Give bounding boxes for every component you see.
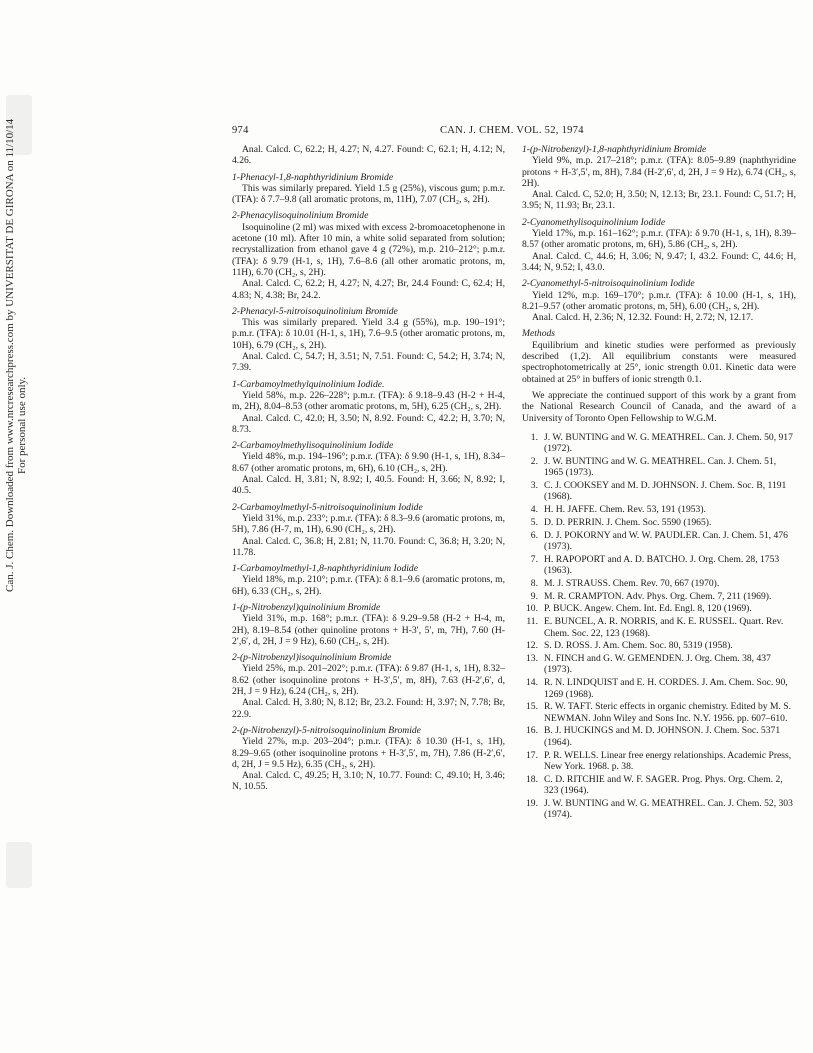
reference-number: 13. [526, 653, 538, 665]
section [522, 390, 796, 424]
section-title: 1-(p-Nitrobenzyl)-1,8-naphthyridinium Bromide [522, 144, 707, 155]
paragraph: Equilibrium and kinetic studies were performed as previously described (1,2). All equilibrium constants were measured spectrophotometrically at 25°, ionic strength 0.01. Kinetic data were obtained at 25° in buffers of ionic strength 0.1. [522, 339, 796, 385]
paragraph: Anal. Calcd. C, 62.2; H, 4.27; N, 4.27. Found: C, 62.1; H, 4.12; N, 4.26. [232, 144, 505, 167]
paragraph: This was similarly prepared. Yield 1.5 g (25%), viscous gum; p.m.r. (TFA): δ 7.7–9.8 (all aromatic protons, m, 11H), 7.07 (CH₂, s, 2H). [232, 182, 505, 206]
paragraph: Anal. Calcd. H, 3.81; N, 8.92; I, 40.5. Found: H, 3.66; N, 8.92; I, 40.5. [232, 474, 505, 497]
section-title: 1-Carbamoylmethylquinolinium Iodide. [232, 378, 385, 390]
paragraph: We appreciate the continued support of this work by a grant from the National Research Council of Canada, and the award of a University of Toronto Open Fellowship to W.G.M. [522, 389, 796, 424]
reference-item [522, 517, 796, 528]
journal-running-head: CAN. J. CHEM. VOL. 52, 1974 [440, 125, 584, 136]
reference-text: N. FINCH and G. W. GEMENDEN. J. Org. Chem. 38, 437 (1973). [544, 653, 771, 676]
reference-item [522, 653, 796, 676]
section [232, 602, 505, 647]
reference-text: M. R. CRAMPTON. Adv. Phys. Org. Chem. 7, 211 (1969). [544, 590, 772, 602]
section-title: 2-(p-Nitrobenzyl)-5-nitroisoquinolinium Bromide [232, 724, 421, 736]
section-title: Methods [522, 328, 556, 340]
paragraph: Yield 31%, m.p. 168°; p.m.r. (TFA): δ 9.29–9.58 (H-2 + H-4, m, 2H), 8.19–8.54 (other quinoline protons + H-3′, 5′, m, 7H), 7.60 (H-2′,6′, d, 2H, J = 9 Hz), 6.60 (CH₂, s, 2H). [232, 613, 505, 647]
reference-text: S. D. ROSS. J. Am. Chem. Soc. 80, 5319 (1958). [544, 640, 733, 652]
section [232, 440, 505, 496]
section-title: 2-Cyanomethyl-5-nitroisoquinolinium Iodide [522, 278, 695, 290]
paragraph: Anal. Calcd. C, 52.0; H, 3.50; N, 12.13; Br, 23.1. Found: C, 51.7; H, 3.95; N, 11.93; Br, 23.1. [522, 189, 796, 212]
reference-item [522, 725, 796, 748]
reference-item [522, 504, 796, 515]
paragraph: Yield 17%, m.p. 161–162°; p.m.r. (TFA): δ 9.70 (H-1, s, 1H), 8.39–8.57 (other aromatic protons, m, 6H), 5.86 (CH₂, s, 2H). [522, 228, 796, 251]
reference-text: D. D. PERRIN. J. Chem. Soc. 5590 (1965). [544, 516, 712, 528]
left-column [232, 144, 505, 798]
reference-number: 1. [530, 431, 538, 443]
reference-text: R. W. TAFT. Steric effects in organic chemistry. Edited by M. S. NEWMAN. John Wiley and Sons Inc. N.Y. 1956. pp. 607–610. [544, 701, 792, 724]
reference-text: D. J. POKORNY and W. W. PAUDLER. Can. J. Chem. 51, 476 (1973). [544, 529, 788, 552]
reference-text: P. R. WELLS. Linear free energy relationships. Academic Press, New York. 1968. p. 38. [544, 749, 792, 772]
reference-item [522, 603, 796, 614]
reference-number: 17. [526, 749, 538, 761]
download-notice-margin [0, 0, 36, 1053]
paragraph: Anal. Calcd. C, 49.25; H, 3.10; N, 10.77. Found: C, 49.10; H, 3.46; N, 10.55. [232, 770, 505, 793]
reference-text: H. RAPOPORT and A. D. BATCHO. J. Org. Chem. 28, 1753 (1963). [544, 553, 780, 577]
paragraph: Yield 27%, m.p. 203–204°; p.m.r. (TFA): δ 10.30 (H-1, s, 1H), 8.29–9.65 (other isoquinoline protons + H-3′,5′, m, 7H), 7.86 (H-2′,6′, d, 2H, J = 9.5 Hz), 6.35 (CH₂, s, 2H). [232, 736, 505, 770]
reference-number: 10. [526, 603, 538, 615]
reference-item [522, 456, 796, 479]
section-title: 2-Phenacylisoquinolinium Bromide [232, 210, 369, 222]
section-title: 1-Phenacyl-1,8-naphthyridinium Bromide [232, 171, 394, 183]
reference-text: E. BUNCEL, A. R. NORRIS, and K. E. RUSSEL. Quart. Rev. Chem. Soc. 22, 123 (1968). [544, 616, 784, 639]
reference-item [522, 774, 796, 797]
paragraph: Yield 31%, m.p. 233°; p.m.r. (TFA): δ 8.3–9.6 (aromatic protons, m, 5H), 7.86 (H-7, m, 1H), 6.90 (CH₂, s, 2H). [232, 512, 505, 536]
section [232, 379, 505, 435]
download-notice-line-1: Can. J. Chem. Downloaded from www.nrcresearchpress.com by UNIVERSITAT DE GIRONA on 11/10/14 [4, 118, 16, 592]
reference-text: R. N. LINDQUIST and E. H. CORDES. J. Am. Chem. Soc. 90, 1269 (1968). [544, 677, 788, 700]
reference-text: C. D. RITCHIE and W. F. SAGER. Prog. Phys. Org. Chem. 2, 323 (1964). [544, 773, 783, 796]
reference-number: 3. [530, 480, 538, 492]
paragraph: Yield 25%, m.p. 201–202°; p.m.r. (TFA): δ 9.87 (H-1, s, 1H), 8.32–8.62 (other isoquinoline protons + H-3′,5′, m, 8H), 7.63 (H-2′,6′, d, 2H, J = 9 Hz), 6.24 (CH₂, s, 2H). [232, 663, 505, 698]
reference-number: 15. [526, 701, 538, 713]
section [522, 217, 796, 273]
section [232, 306, 505, 374]
paragraph: Anal. Calcd. C, 42.0; H, 3.50; N, 8.92. Found: C, 42.2; H, 3.70; N, 8.73. [232, 412, 505, 435]
right-column [522, 144, 796, 822]
reference-item [522, 701, 796, 724]
reference-item [522, 640, 796, 651]
reference-text: M. J. STRAUSS. Chem. Rev. 70, 667 (1970). [544, 577, 720, 589]
reference-item [522, 554, 796, 577]
section [232, 144, 505, 167]
scan-smudge [6, 842, 32, 888]
section [522, 278, 796, 323]
paragraph: Yield 12%, m.p. 169–170°; p.m.r. (TFA): δ 10.00 (H-1, s, 1H), 8.21–9.57 (other aromatic protons, m, 5H), 6.00 (CH₂, s, 2H). [522, 289, 796, 312]
reference-number: 14. [526, 677, 538, 689]
reference-text: C. J. COOKSEY and M. D. JOHNSON. J. Chem. Soc. B, 1191 (1968). [544, 480, 787, 503]
paragraph: Yield 58%, m.p. 226–228°; p.m.r. (TFA): δ 9.18–9.43 (H-2 + H-4, m, 2H), 8.04–8.53 (other aromatic protons, m, 5H), 6.25 (CH₂, s, 2H). [232, 389, 505, 413]
paragraph: Yield 18%, m.p. 210°; p.m.r. (TFA): δ 8.1–9.6 (aromatic protons, m, 6H), 6.33 (CH₂, s, 2H). [232, 574, 505, 597]
page-number: 974 [232, 125, 249, 136]
reference-text: J. W. BUNTING and W. G. MEATHREL. Can. J. Chem. 52, 303 (1974). [544, 797, 793, 821]
reference-item [522, 530, 796, 553]
reference-number: 11. [526, 616, 538, 628]
section-title: 2-Carbamoylmethyl-5-nitroisoquinolinium Iodide [232, 501, 423, 513]
paragraph: Anal. Calcd. C, 54.7; H, 3.51; N, 7.51. Found: C, 54.2; H, 3.74; N, 7.39. [232, 351, 505, 374]
paragraph: Anal. Calcd. C, 36.8; H, 2.81; N, 11.70. Found: C, 36.8; H, 3.20; N, 11.78. [232, 535, 505, 558]
section [232, 725, 505, 793]
reference-list [522, 432, 796, 821]
page-header [232, 125, 797, 139]
reference-number: 8. [530, 577, 538, 589]
section-title: 1-(p-Nitrobenzyl)quinolinium Bromide [232, 601, 381, 613]
section [232, 563, 505, 597]
reference-number: 19. [526, 797, 538, 809]
paragraph: Anal. Calcd. C, 44.6; H, 3.06; N, 9.47; I, 43.2. Found: C, 44.6; H, 3.44; N, 9.52; I, 43.0. [522, 250, 796, 273]
section [522, 328, 796, 384]
paragraph: Isoquinoline (2 ml) was mixed with excess 2-bromoacetophenone in acetone (10 ml). After 10 min, a white solid separated from solution; recrystallization from ethanol gave 4 g (72%), m.p. 210–212°; p.m.r. (TFA): δ 9.79 (H-1, s, 1H), 7.6–8.6 (all other aromatic protons, m, 11H), 6.70 (CH₂, s, 2H). [232, 221, 505, 278]
section-title: 2-Phenacyl-5-nitroisoquinolinium Bromide [232, 305, 398, 317]
reference-number: 2. [530, 455, 538, 467]
paragraph: Yield 48%, m.p. 194–196°; p.m.r. (TFA): δ 9.90 (H-1, s, 1H), 8.34–8.67 (other aromatic protons, m, 6H), 6.10 (CH₂, s, 2H). [232, 451, 505, 474]
reference-text: J. W. BUNTING and W. G. MEATHREL. Can. J. Chem. 50, 917 (1972). [544, 431, 793, 455]
reference-number: 4. [530, 504, 538, 516]
section-title: 2-Cyanomethylisoquinolinium Iodide [522, 216, 666, 228]
reference-item [522, 750, 796, 773]
reference-item [522, 578, 796, 589]
reference-number: 6. [530, 529, 538, 541]
reference-item [522, 480, 796, 503]
reference-text: B. J. HUCKINGS and M. D. JOHNSON. J. Chem. Soc. 5371 (1964). [544, 725, 781, 748]
reference-number: 12. [526, 640, 538, 652]
section [522, 144, 796, 212]
section [232, 502, 505, 558]
reference-number: 16. [526, 725, 538, 737]
paragraph: Anal. Calcd. H, 2.36; N, 12.32. Found: H, 2.72; N, 12.17. [532, 312, 754, 324]
reference-text: H. H. JAFFE. Chem. Rev. 53, 191 (1953). [544, 504, 706, 516]
reference-text: J. W. BUNTING and W. G. MEATHREL. Can. J. Chem. 51, 1965 (1973). [544, 455, 777, 479]
reference-number: 9. [530, 590, 538, 602]
reference-number: 5. [530, 516, 538, 528]
reference-item [522, 616, 796, 639]
reference-number: 18. [526, 773, 538, 785]
reference-item [522, 677, 796, 700]
reference-item [522, 591, 796, 602]
section [232, 172, 505, 206]
paragraph: Anal. Calcd. H, 3.80; N, 8.12; Br, 23.2. Found: H, 3.97; N, 7.78; Br, 22.9. [232, 697, 505, 720]
reference-item [522, 798, 796, 821]
section [232, 210, 505, 300]
reference-number: 7. [530, 553, 538, 565]
paragraph: Yield 9%, m.p. 217–218°; p.m.r. (TFA): 8.05–9.89 (naphthyridine protons + H-3′,5′, m, 8H), 7.84 (H-2′,6′, d, 2H, J = 9 Hz), 6.74 (CH₂, s, 2H). [522, 155, 796, 189]
reference-text: P. BUCK. Angew. Chem. Int. Ed. Engl. 8, 120 (1969). [544, 603, 752, 615]
download-notice [4, 119, 28, 592]
paragraph: This was similarly prepared. Yield 3.4 g (55%), m.p. 190–191°; p.m.r. (TFA): δ 10.01 (H-1, s, 1H), 7.6–9.5 (other aromatic protons, m, 10H), 6.79 (CH₂, s, 2H). [232, 317, 505, 351]
section-title: 2-(p-Nitrobenzyl)isoquinolinium Bromide [232, 652, 392, 664]
download-notice-line-2: For personal use only. [16, 376, 28, 474]
section-title: 2-Carbamoylmethylisoquinolinium Iodide [232, 440, 394, 452]
paragraph: Anal. Calcd. C, 62.2; H, 4.27; N, 4.27; Br, 24.4 Found: C, 62.4; H, 4.83; N, 4.38; Br, 24.2. [232, 278, 505, 301]
right-column-sections [522, 144, 796, 424]
section-title: 1-Carbamoylmethyl-1,8-naphthyridinium Iodide [232, 563, 418, 575]
reference-item [522, 432, 796, 455]
section [232, 652, 505, 720]
